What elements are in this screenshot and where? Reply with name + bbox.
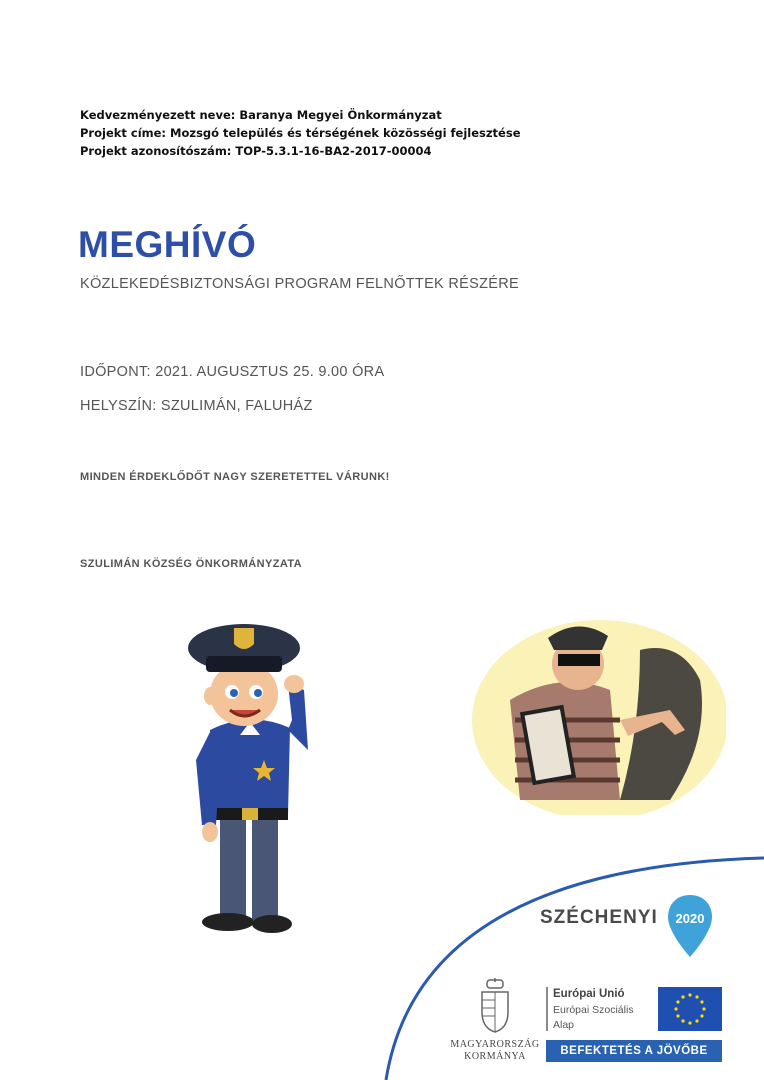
location-pin-icon	[666, 893, 714, 959]
government-name-line1: MAGYARORSZÁG	[450, 1039, 540, 1050]
project-id: Projekt azonosítószám: TOP-5.3.1-16-BA2-2017-00004	[80, 144, 432, 158]
coat-of-arms-icon	[478, 978, 512, 1034]
government-name-line2: KORMÁNYA	[464, 1051, 526, 1062]
eu-divider	[546, 987, 548, 1031]
eu-fund-label: Európai Szociális	[553, 1004, 634, 1016]
beneficiary-name: Kedvezményezett neve: Baranya Megyei Önkormányzat	[80, 108, 442, 122]
eu-flag-icon	[658, 987, 722, 1031]
event-place: HELYSZÍN: SZULIMÁN, FALUHÁZ	[80, 398, 313, 414]
szechenyi-year: 2020	[675, 911, 705, 926]
event-time: IDŐPONT: 2021. AUGUSZTUS 25. 9.00 ÓRA	[80, 364, 385, 380]
eu-union-label: Európai Unió	[553, 988, 625, 1000]
welcome-text: MINDEN ÉRDEKLŐDŐT NAGY SZERETETTEL VÁRUNK!	[80, 471, 390, 483]
investment-slogan-banner: BEFEKTETÉS A JÖVŐBE	[546, 1040, 722, 1062]
policeman-illustration	[180, 610, 330, 940]
organizer-text: SZULIMÁN KÖZSÉG ÖNKORMÁNYZATA	[80, 558, 303, 570]
eu-fund-label-2: Alap	[553, 1019, 575, 1031]
invitation-title: MEGHÍVÓ	[78, 224, 257, 265]
government-logo	[450, 978, 540, 1063]
thief-illustration	[470, 610, 726, 820]
beneficiary-header	[80, 106, 521, 160]
project-title: Projekt címe: Mozsgó település és térségének közösségi fejlesztése	[80, 126, 521, 140]
szechenyi-logo-text: SZÉCHENYI	[540, 907, 658, 928]
invitation-subtitle: KÖZLEKEDÉSBIZTONSÁGI PROGRAM FELNŐTTEK RÉSZÉRE	[80, 276, 519, 292]
